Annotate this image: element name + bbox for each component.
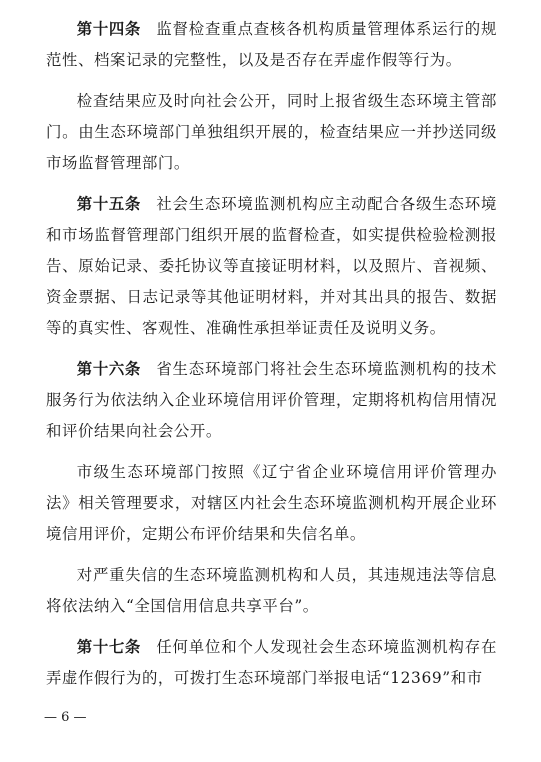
paragraph-text: 检查结果应及时向社会公开，同时上报省级生态环境主管部门。由生态环境部门单独组织开展的，检查结果应一并抄送同级市场监督管理部门。 (46, 92, 497, 172)
paragraph-text: 省生态环境部门将社会生态环境监测机构的技术服务行为依法纳入企业环境信用评价管理，定期将机构信用情况和评价结果向社会公开。 (46, 360, 497, 440)
article-heading: 第十四条 (76, 20, 141, 38)
paragraph-text: 社会生态环境监测机构应主动配合各级生态环境和市场监督管理部门组织开展的监督检查，如实提供检验检测报告、原始记录、委托协议等直接证明材料，以及照片、音视频、资金票据、日志记录等其他证明材料，并对其出具的报告、数据等的真实性、客观性、准确性承担举证责任及说明义务。 (46, 195, 497, 337)
article-heading: 第十六条 (76, 360, 141, 378)
paragraph-art16-dishonest (46, 560, 497, 622)
paragraph-art16-city (46, 457, 497, 550)
paragraph-art16 (46, 354, 497, 447)
paragraph-art14-results (46, 86, 497, 179)
paragraph-text: 对严重失信的生态环境监测机构和人员，其违规违法等信息将依法纳入“全国信用信息共享平台”。 (46, 566, 497, 615)
document-body (46, 14, 497, 694)
paragraph-art14 (46, 14, 497, 76)
paragraph-text: 任何单位和个人发现社会生态环境监测机构存在弄虚作假行为的，可拨打生态环境部门举报电话“12369”和市 (46, 638, 497, 687)
page-number: — 6 — (44, 710, 87, 725)
article-heading: 第十五条 (76, 195, 141, 213)
paragraph-art17 (46, 632, 497, 694)
paragraph-art15 (46, 189, 497, 344)
article-heading: 第十七条 (76, 638, 141, 656)
paragraph-text: 监督检查重点查核各机构质量管理体系运行的规范性、档案记录的完整性，以及是否存在弄虚作假等行为。 (46, 20, 497, 69)
paragraph-text: 市级生态环境部门按照《辽宁省企业环境信用评价管理办法》相关管理要求，对辖区内社会生态环境监测机构开展企业环境信用评价，定期公布评价结果和失信名单。 (46, 463, 497, 543)
